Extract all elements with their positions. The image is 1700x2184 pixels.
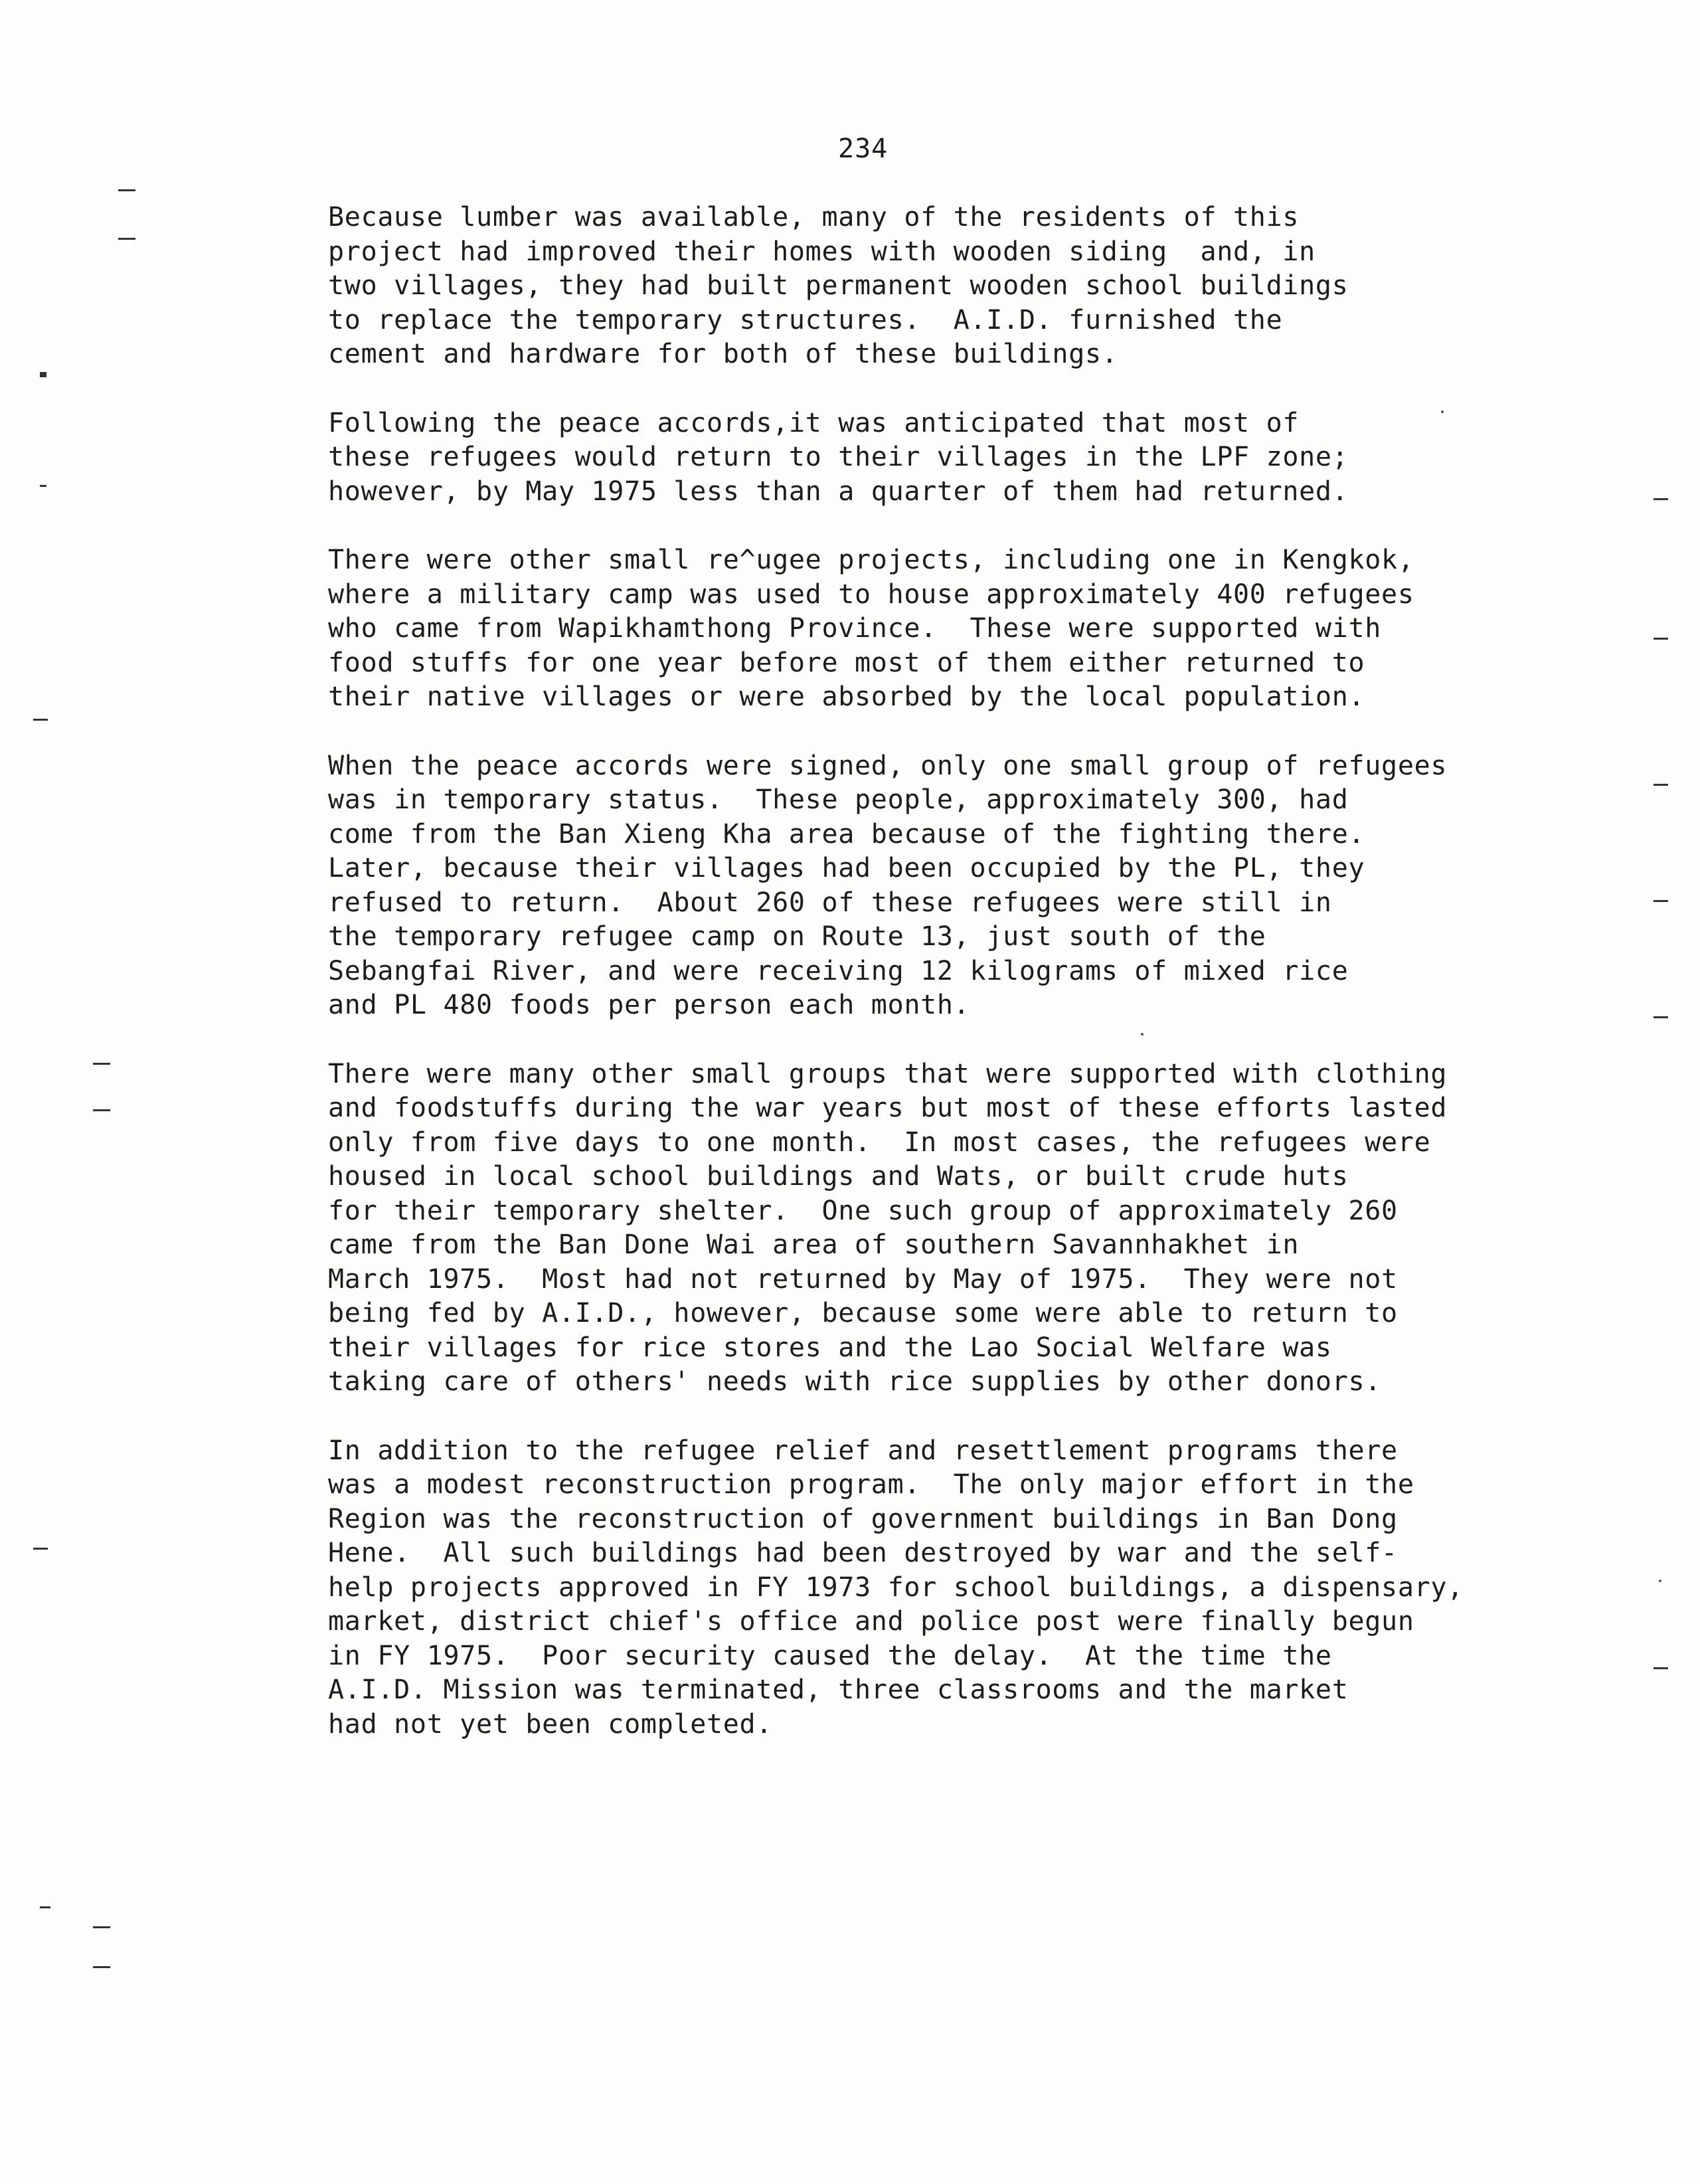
scan-mark <box>118 189 135 191</box>
scan-mark <box>1654 1667 1668 1669</box>
scan-mark <box>1654 784 1668 786</box>
text-line: food stuffs for one year before most of them either returned to <box>328 647 1365 678</box>
text-line: cement and hardware for both of these buildings. <box>328 339 1118 369</box>
text-line: these refugees would return to their villages in the LPF zone; <box>328 442 1349 472</box>
page-number: 234 <box>838 134 889 164</box>
text-line: and foodstuffs during the war years but most of these efforts lasted <box>328 1093 1448 1123</box>
text-line: Sebangfai River, and were receiving 12 kilograms of mixed rice <box>328 955 1349 986</box>
text-line: refused to return. About 260 of these refugees were still in <box>328 887 1332 918</box>
scan-mark <box>33 1548 48 1550</box>
paragraph <box>328 543 1523 715</box>
scan-mark <box>1654 900 1668 902</box>
text-line: come from the Ban Xieng Kha area because of the fighting there. <box>328 818 1365 850</box>
text-line: Following the peace accords,it was anticipated that most of <box>328 407 1300 438</box>
text-line: In addition to the refugee relief and resettlement programs there <box>328 1435 1398 1466</box>
text-line: came from the Ban Done Wai area of southern Savannhakhet in <box>328 1229 1300 1260</box>
text-line: There were many other small groups that were supported with clothing <box>328 1058 1448 1089</box>
scan-mark <box>118 238 135 240</box>
text-line: their native villages or were absorbed by the local population. <box>328 682 1365 712</box>
scan-speck <box>1659 1580 1661 1582</box>
text-line: Later, because their villages had been occupied by the PL, they <box>328 853 1365 883</box>
paragraph <box>328 1057 1523 1400</box>
scan-mark <box>93 1109 110 1111</box>
text-line: in FY 1975. Poor security caused the delay. At the time the <box>328 1640 1332 1671</box>
text-line: project had improved their homes with wooden siding and, in <box>328 236 1316 267</box>
text-line: was a modest reconstruction program. The only major effort in the <box>328 1469 1414 1500</box>
scan-mark <box>40 372 46 377</box>
scan-mark <box>1654 638 1668 640</box>
text-line: March 1975. Most had not returned by May of 1975. They were not <box>328 1263 1398 1295</box>
text-line: only from five days to one month. In most cases, the refugees were <box>328 1127 1431 1158</box>
text-line: their villages for rice stores and the Lao Social Welfare was <box>328 1332 1332 1363</box>
scan-mark <box>40 1906 50 1908</box>
scan-mark <box>93 1063 110 1065</box>
text-line: Hene. All such buildings had been destroyed by war and the self- <box>328 1538 1398 1568</box>
text-line: A.I.D. Mission was terminated, three classrooms and the market <box>328 1675 1349 1705</box>
paragraph <box>328 407 1523 509</box>
text-line: where a military camp was used to house approximately 400 refugees <box>328 579 1414 610</box>
text-line: being fed by A.I.D., however, because some were able to return to <box>328 1298 1398 1328</box>
text-line: two villages, they had built permanent wooden school buildings <box>328 270 1349 301</box>
text-line: to replace the temporary structures. A.I.D. furnished the <box>328 304 1283 335</box>
text-line: help projects approved in FY 1973 for school buildings, a dispensary, <box>328 1572 1464 1603</box>
text-line: and PL 480 foods per person each month. <box>328 990 970 1020</box>
text-line: market, district chief's office and police post were finally begun <box>328 1606 1414 1637</box>
text-line: for their temporary shelter. One such group of approximately 260 <box>328 1195 1398 1226</box>
paragraph <box>328 749 1523 1023</box>
scan-mark <box>93 1926 110 1928</box>
text-line: the temporary refugee camp on Route 13, just south of the <box>328 921 1266 952</box>
text-line: Region was the reconstruction of government buildings in Ban Dong <box>328 1503 1398 1534</box>
text-line: taking care of others' needs with rice supplies by other donors. <box>328 1366 1382 1397</box>
text-line: When the peace accords were signed, only one small group of refugees <box>328 750 1448 781</box>
paragraph <box>328 1434 1523 1742</box>
scan-mark <box>33 719 48 721</box>
text-line: who came from Wapikhamthong Province. These were supported with <box>328 613 1382 644</box>
scan-mark <box>1654 1016 1668 1018</box>
text-line: housed in local school buildings and Wats, or built crude huts <box>328 1161 1349 1192</box>
text-line: however, by May 1975 less than a quarter of them had returned. <box>328 476 1349 507</box>
scan-mark <box>93 1966 110 1968</box>
scan-mark <box>40 485 46 487</box>
paragraph <box>328 201 1523 372</box>
text-line: Because lumber was available, many of the residents of this <box>328 202 1300 232</box>
scan-mark <box>1654 498 1668 500</box>
text-line: There were other small re^ugee projects, including one in Kengkok, <box>328 545 1414 575</box>
text-line: had not yet been completed. <box>328 1708 773 1740</box>
text-line: was in temporary status. These people, approximately 300, had <box>328 784 1349 815</box>
body-text <box>328 201 1523 1776</box>
